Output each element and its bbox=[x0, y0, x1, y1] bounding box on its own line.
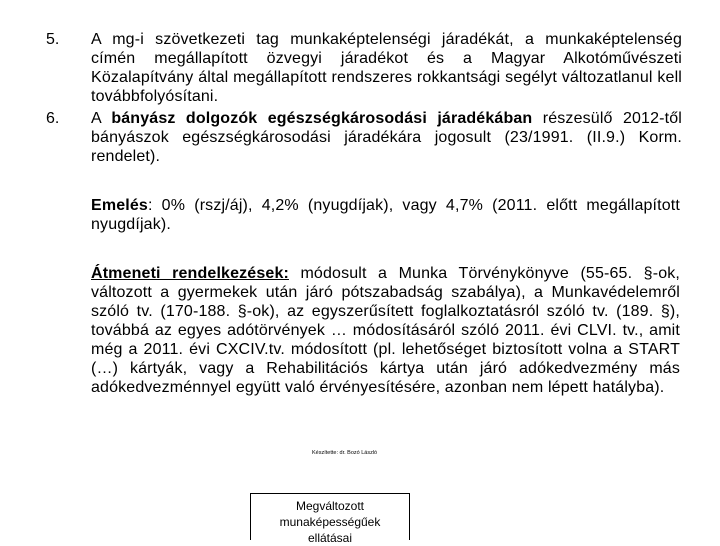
emeles-paragraph bbox=[91, 196, 680, 234]
list-item-number: 6. bbox=[46, 110, 60, 127]
atmeneti-text: módosult a Munka Törvénykönyve (55-65. §-ok, változott a gyermekek után járó pótszabadság szabálya), a Munkavédelemről szóló tv. (170-188. §-ok), az egyszerűsített foglalkoztatásról szóló tv. (189. §), továbbá az egyes adótörvények … módosításáról szóló 2011. évi CLVI. tv., amit még a 2011. évi CXCIV.tv. módosított (pl. lehetőséget biztosított volna a START (…) kártyák, vagy a Rehabilitációs kártya után járó adókedvezmény más adókedvezménnyel együtt való érvényesítésére, azonban nem lépett hatályba). bbox=[91, 265, 680, 396]
footer-title-line-1: Megváltozott munaképességűek bbox=[279, 499, 381, 529]
atmeneti-paragraph bbox=[91, 264, 680, 397]
list-item-number: 5. bbox=[46, 31, 60, 48]
emeles-text: : 0% (rszj/áj), 4,2% (nyugdíjak), vagy 4,7% (2011. előtt megállapított nyugdíjak). bbox=[91, 197, 680, 233]
author-credit: Készítette: dr. Bozó László bbox=[312, 450, 378, 456]
footer-title-box bbox=[250, 493, 410, 545]
emeles-label: Emelés bbox=[91, 197, 148, 214]
list-item-text-rest: részesülő 2012-től bányászok egészségkárosodási járadékára jogosult (23/1991. (II.9.) Korm. rendelet). bbox=[91, 110, 682, 165]
atmeneti-label: Átmeneti rendelkezések: bbox=[91, 265, 289, 282]
footer-title-line-2: ellátásai bbox=[307, 531, 353, 545]
list-item-text bbox=[91, 109, 682, 166]
list-item-text: A mg-i szövetkezeti tag munkaképtelenségi járadékát, a munkaképtelenség címén megállapított özvegyi járadékot és a Magyar Alkotóművészeti Közalapítvány által megállapított rendszeres rokkantsági segélyt változatlanul kell továbbfolyósítani. bbox=[91, 31, 682, 105]
list-item-text-start: A bbox=[91, 110, 112, 127]
list-item-bold-term: bányász dolgozók egészségkárosodási járadékában bbox=[111, 110, 533, 127]
